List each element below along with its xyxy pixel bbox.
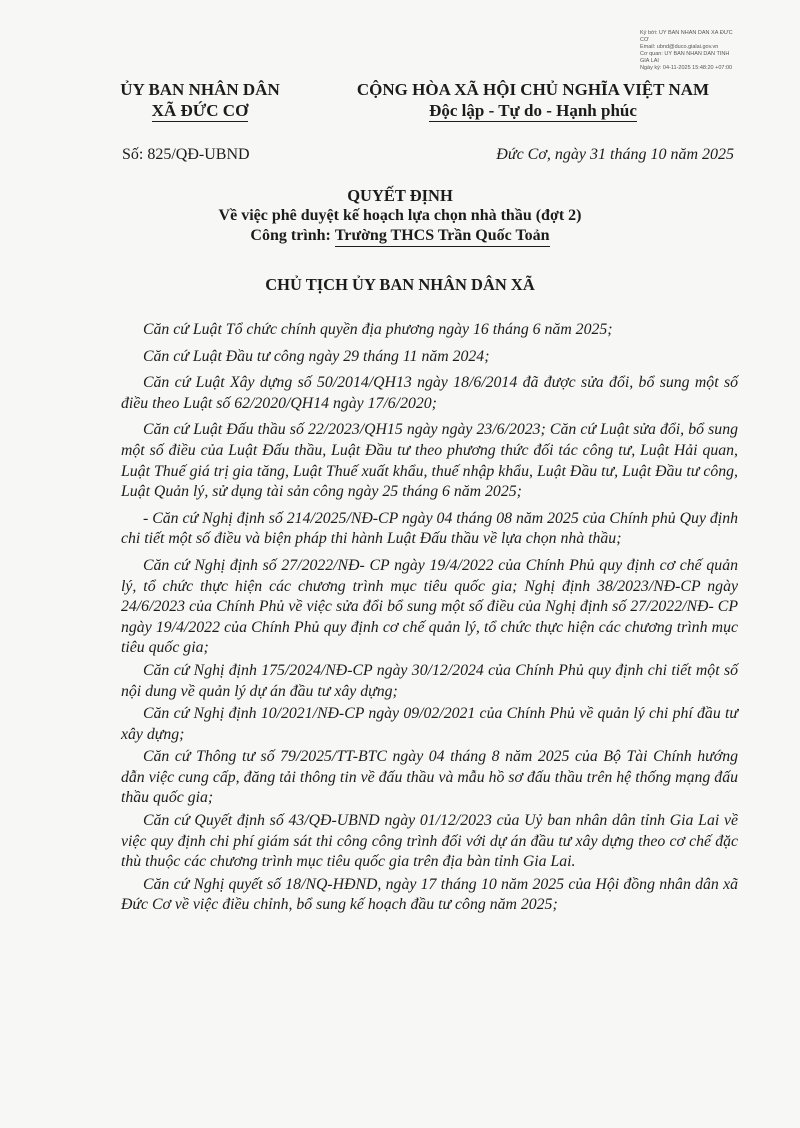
signature-line: Email: ubnd@duco.gialai.gov.vn bbox=[640, 44, 719, 50]
legal-basis bbox=[121, 320, 738, 918]
decision-heading: QUYẾT ĐỊNH bbox=[347, 186, 453, 205]
legal-basis-paragraph: Căn cứ Luật Đầu tư công ngày 29 tháng 11 năm 2024; bbox=[143, 347, 490, 365]
document-number: Số: 825/QĐ-UBND bbox=[122, 146, 250, 163]
project-name: Trường THCS Trần Quốc Toản bbox=[335, 226, 550, 247]
document-dateline: Đức Cơ, ngày 31 tháng 10 năm 2025 bbox=[496, 146, 734, 163]
legal-basis-paragraph: Căn cứ Nghị quyết số 18/NQ-HĐND, ngày 17 tháng 10 năm 2025 của Hội đồng nhân dân xã Đức Cơ về việc điều chỉnh, bổ sung kế hoạch đầu tư công năm 2025; bbox=[121, 875, 738, 914]
legal-basis-paragraph: Căn cứ Luật Tổ chức chính quyền địa phương ngày 16 tháng 6 năm 2025; bbox=[143, 321, 613, 338]
legal-basis-paragraph: - Căn cứ Nghị định số 214/2025/NĐ-CP ngày 04 tháng 08 năm 2025 của Chính phủ Quy định chi tiết một số điều và biện pháp thi hành Luật Đấu thầu về lựa chọn nhà thầu; bbox=[121, 509, 738, 548]
project-prefix: Công trình: bbox=[250, 227, 335, 244]
legal-basis-paragraph: Căn cứ Luật Đấu thầu số 22/2023/QH15 ngày ngày 23/6/2023; Căn cứ Luật sửa đổi, bổ sung một số điều của Luật Đấu thầu, Luật Đầu tư theo phương thức đối tác công tư, Luật Hải quan, Luật Thuế giá trị gia tăng, Luật Thuế xuất khẩu, thuế nhập khẩu, Luật Đầu tư, Luật Đầu tư công, Luật Quản lý, sử dụng tài sản công ngày 25 tháng 6 năm 2025; bbox=[121, 421, 738, 501]
country-name: CỘNG HÒA XÃ HỘI CHỦ NGHĨA VIỆT NAM bbox=[356, 80, 710, 99]
legal-basis-paragraph: Căn cứ Nghị định 10/2021/NĐ-CP ngày 09/02/2021 của Chính Phủ về quản lý chi phí đầu tư xây dựng; bbox=[121, 705, 738, 743]
decision-subject: Về việc phê duyệt kế hoạch lựa chọn nhà thầu (đợt 2) bbox=[218, 207, 582, 224]
decision-title bbox=[0, 186, 800, 247]
legal-basis-paragraph: Căn cứ Nghị định 175/2024/NĐ-CP ngày 30/12/2024 của Chính Phủ quy định chi tiết một số nội dung về quản lý dự án đầu tư xây dựng; bbox=[121, 661, 738, 700]
national-header bbox=[318, 79, 748, 122]
signature-line: GIA LAI bbox=[640, 58, 659, 64]
legal-basis-paragraph: Căn cứ Nghị định số 27/2022/NĐ- CP ngày 19/4/2022 của Chính Phủ quy định cơ chế quản lý, tổ chức thực hiện các chương trình mục tiêu quốc gia; Nghị định 38/2023/NĐ-CP ngày 24/6/2023 của Chính Phủ về việc sửa đổi bổ sung một số điều của Nghị định số 27/2022/NĐ- CP ngày 19/4/2022 của Chính Phủ quy định cơ chế quản lý, tổ chức thực hiện các chương trình mục tiêu quốc gia; bbox=[121, 556, 738, 657]
signature-line: Ngày ký: 04-11-2025 15:48:20 +07:00 bbox=[640, 65, 733, 71]
org-line-2: XÃ ĐỨC CƠ bbox=[151, 101, 249, 120]
legal-basis-paragraph: Căn cứ Luật Xây dựng số 50/2014/QH13 ngày 18/6/2014 đã được sửa đổi, bổ sung một số điều theo Luật số 62/2020/QH14 ngày 17/6/2020; bbox=[121, 374, 738, 412]
digital-signature-stamp bbox=[640, 30, 778, 72]
issuing-authority: CHỦ TỊCH ỦY BAN NHÂN DÂN XÃ bbox=[265, 275, 535, 294]
legal-basis-paragraph: Căn cứ Thông tư số 79/2025/TT-BTC ngày 04 tháng 8 năm 2025 của Bộ Tài Chính hướng dẫn việc cung cấp, đăng tải thông tin về đấu thầu và mẫu hồ sơ đấu thầu trên hệ thống mạng đấu thầu quốc gia; bbox=[121, 748, 738, 807]
signature-line: Ký bởi: ỦY BAN NHÂN DÂN XÃ ĐỨC bbox=[640, 30, 733, 36]
project-line bbox=[0, 226, 800, 247]
legal-basis-paragraph: Căn cứ Quyết định số 43/QĐ-UBND ngày 01/12/2023 của Uỷ ban nhân dân tỉnh Gia Lai về việc quy định chi phí giám sát thi công công trình đối với dự án đầu tư xây dựng theo cơ chế đặc thù thuộc các chương trình mục tiêu quốc gia trên địa bàn tỉnh Gia Lai. bbox=[121, 812, 738, 871]
issuing-organization bbox=[100, 79, 300, 121]
national-motto: Độc lập - Tự do - Hạnh phúc bbox=[429, 101, 637, 120]
signature-line: Cơ quan: ỦY BAN NHÂN DÂN TỈNH bbox=[640, 51, 730, 57]
org-line-1: ỦY BAN NHÂN DÂN bbox=[120, 80, 280, 99]
signature-line: CƠ bbox=[640, 37, 649, 43]
